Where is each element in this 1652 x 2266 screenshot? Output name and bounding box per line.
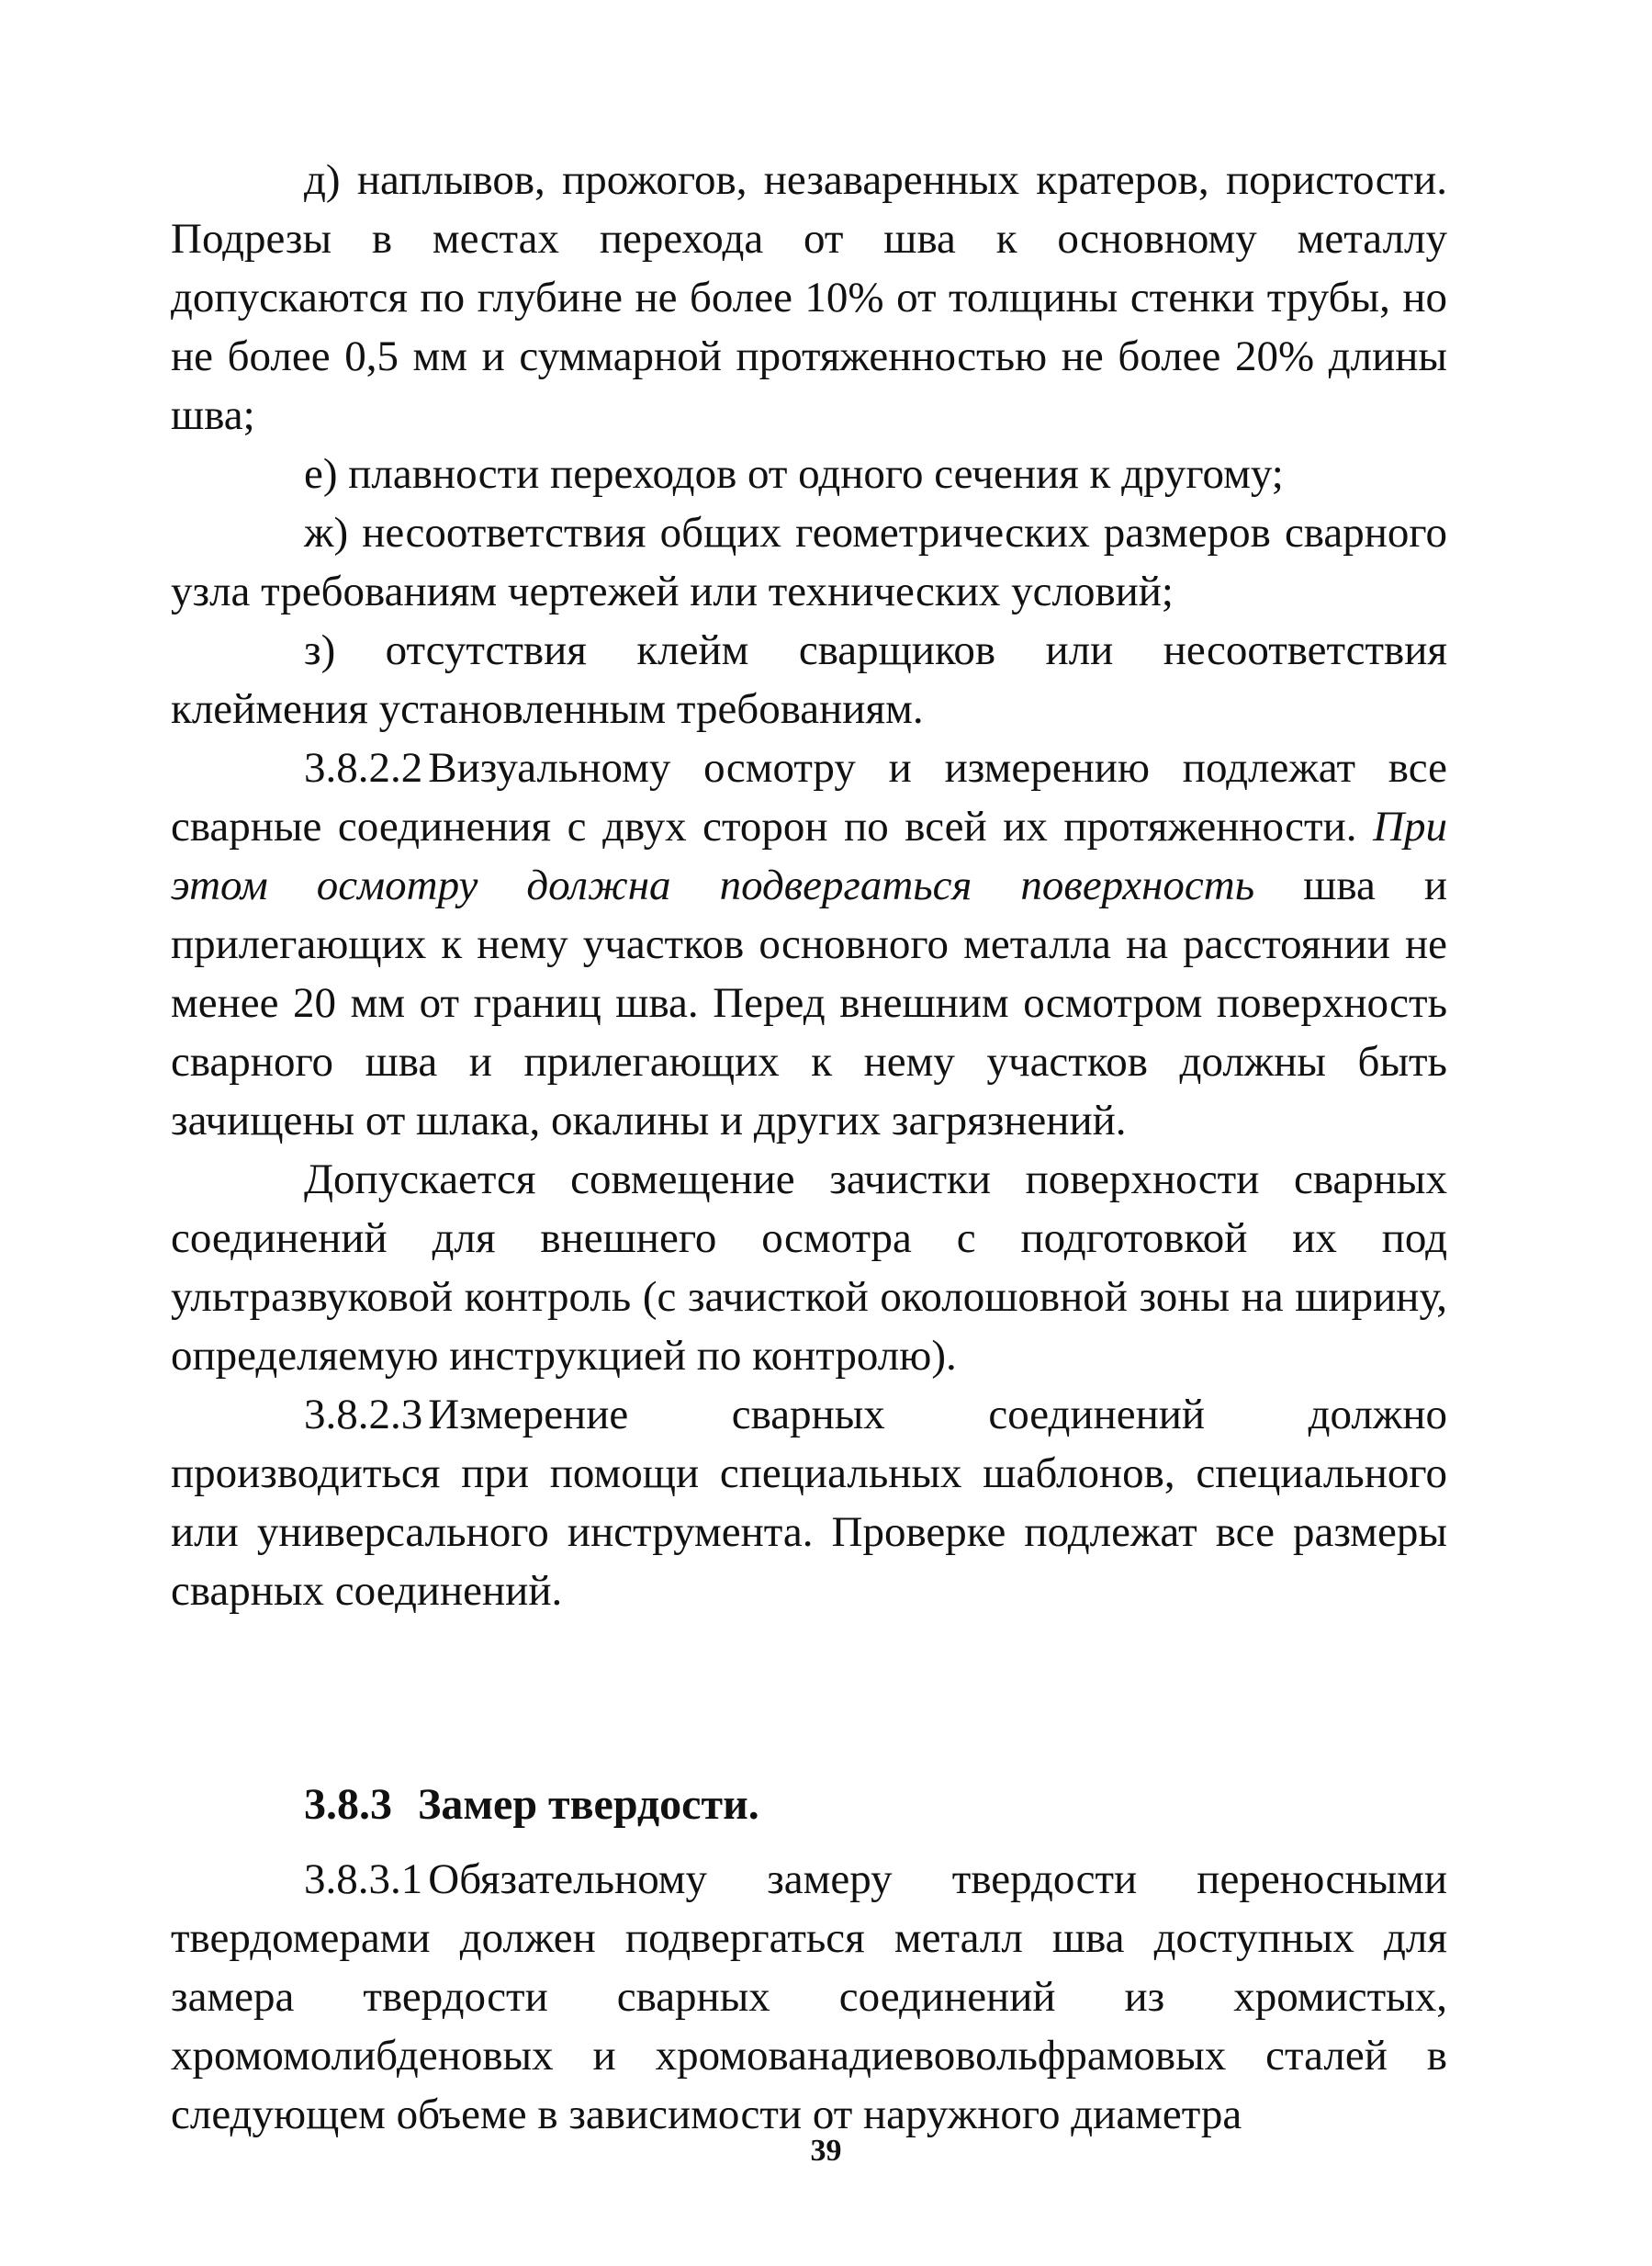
paragraph-allowed: Допускается совмещение зачистки поверхности сварных соединений для внешнего осмотра с подготовкой их под ультразвуковой контроль (с зачисткой околошовной зоны на ширину, определяемую инструкцией по контролю). <box>171 1156 1447 1380</box>
item-z: з) отсутствия клейм сварщиков или несоответствия клеймения установленным требованиям. <box>171 626 1447 733</box>
heading-title: Замер твердости. <box>418 1780 759 1829</box>
paragraph-3-8-2-3 <box>171 1385 1447 1620</box>
section-number: 3.8.2.2 <box>304 744 423 792</box>
section-number: 3.8.3.1 <box>304 1855 423 1903</box>
paragraph-text: Обязательному замеру твердости переносными твердомерами должен подвергаться металл шва доступных для замера твердости сварных соединений из хромистых, хромомолибденовых и хромованадиевовольфрамовых сталей в следующем объеме в зависимости от наружного диаметра <box>171 1855 1447 2138</box>
paragraph-3-8-3-1 <box>171 1850 1447 2144</box>
paragraph-text: Визуальному осмотру и измерению подлежат все сварные соединения с двух сторон по всей их протяженности. <box>171 744 1447 851</box>
text-block-bottom <box>171 1850 1447 2144</box>
item-d: д) наплывов, прожогов, незаваренных кратеров, пористости. Подрезы в местах перехода от шва к основному металлу допускаются по глубине не более 10% от толщины стенки трубы, но не более 0,5 мм и суммарной протяженностью не более 20% длины шва; <box>171 156 1447 439</box>
paragraph-3-8-2-2 <box>171 738 1447 1150</box>
page-number: 39 <box>810 2134 842 2168</box>
section-number: 3.8.2.3 <box>304 1391 423 1438</box>
paragraph-italic-text: При этом осмотру должна подвергаться поверхность <box>171 803 1448 909</box>
heading-number: 3.8.3 <box>304 1780 392 1829</box>
paragraph-text: Измерение сварных соединений должно производиться при помощи специальных шаблонов, специального или универсального инструмента. Проверке подлежат все размеры сварных соединений. <box>171 1391 1447 1615</box>
section-heading-3-8-3 <box>304 1779 759 1830</box>
paragraph-text-continued: шва и прилегающих к нему участков основного металла на расстоянии не менее 20 мм от границ шва. Перед внешним осмотром поверхность сварного шва и прилегающих к нему участков должны быть зачищены от шлака, окалины и других загрязнений. <box>171 862 1448 1144</box>
item-zh: ж) несоответствия общих геометрических размеров сварного узла требованиям чертежей или технических условий; <box>171 509 1447 615</box>
list-block-top <box>171 151 1447 1620</box>
item-e: е) плавности переходов от одного сечения к другому; <box>304 450 1284 498</box>
